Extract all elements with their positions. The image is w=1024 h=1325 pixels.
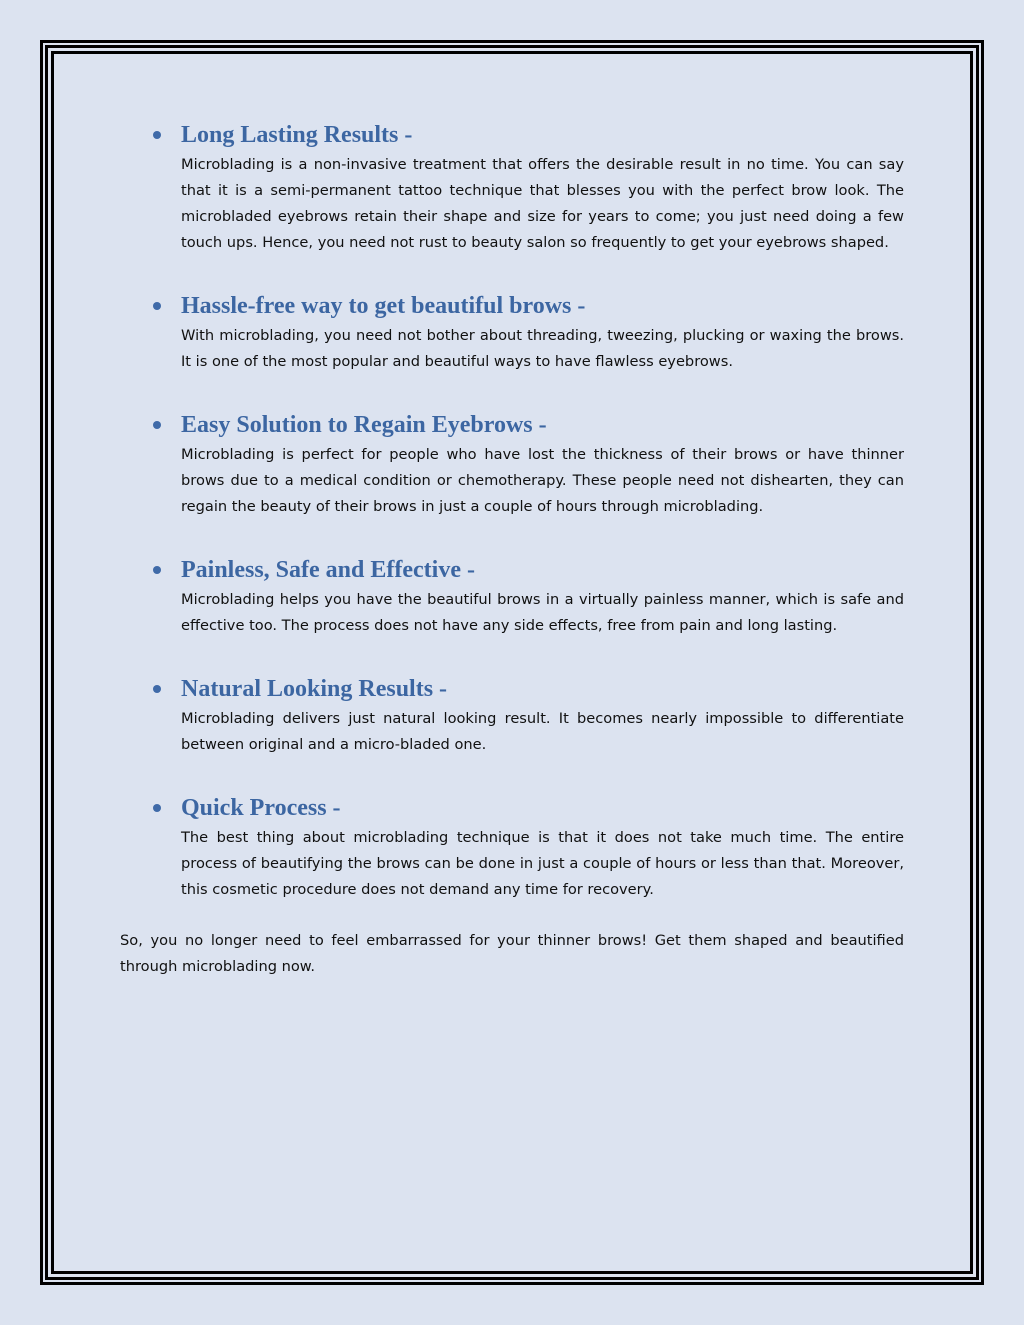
benefit-section [120,672,904,758]
benefit-section [120,553,904,639]
conclusion-paragraph: So, you no longer need to feel embarrassed for your thinner brows! Get them shaped and beautified through microblading now. [120,932,904,975]
benefit-section [120,408,904,520]
bullet-icon [153,421,161,429]
document-content [120,118,904,980]
section-body: With microblading, you need not bother about threading, tweezing, plucking or waxing the brows. It is one of the most popular and beautiful ways to have flawless eyebrows. [181,327,904,370]
section-body: The best thing about microblading technique is that it does not take much time. The entire process of beautifying the brows can be done in just a couple of hours or less than that. Moreover, this cosmetic procedure does not demand any time for recovery. [181,829,904,898]
benefit-section [120,289,904,375]
bullet-icon [153,131,161,139]
section-heading: Hassle-free way to get beautiful brows - [181,293,586,319]
section-body: Microblading is a non-invasive treatment that offers the desirable result in no time. You can say that it is a semi-permanent tattoo technique that blesses you with the perfect brow look. The microbladed eyebrows retain their shape and size for years to come; you just need doing a few touch ups. Hence, you need not rust to beauty salon so frequently to get your eyebrows shaped. [181,156,904,251]
section-heading: Long Lasting Results - [181,122,413,148]
bullet-icon [153,302,161,310]
section-heading: Easy Solution to Regain Eyebrows - [181,412,547,438]
section-body: Microblading delivers just natural looking result. It becomes nearly impossible to differentiate between original and a micro-bladed one. [181,710,904,753]
bullet-icon [153,804,161,812]
bullet-icon [153,566,161,574]
section-heading: Painless, Safe and Effective - [181,557,475,583]
section-body: Microblading is perfect for people who have lost the thickness of their brows or have thinner brows due to a medical condition or chemotherapy. These people need not dishearten, they can regain the beauty of their brows in just a couple of hours through microblading. [181,446,904,515]
benefit-section [120,118,904,256]
section-body: Microblading helps you have the beautiful brows in a virtually painless manner, which is safe and effective too. The process does not have any side effects, free from pain and long lasting. [181,591,904,634]
section-heading: Quick Process - [181,795,341,821]
section-heading: Natural Looking Results - [181,676,448,702]
benefit-section [120,791,904,903]
bullet-icon [153,685,161,693]
